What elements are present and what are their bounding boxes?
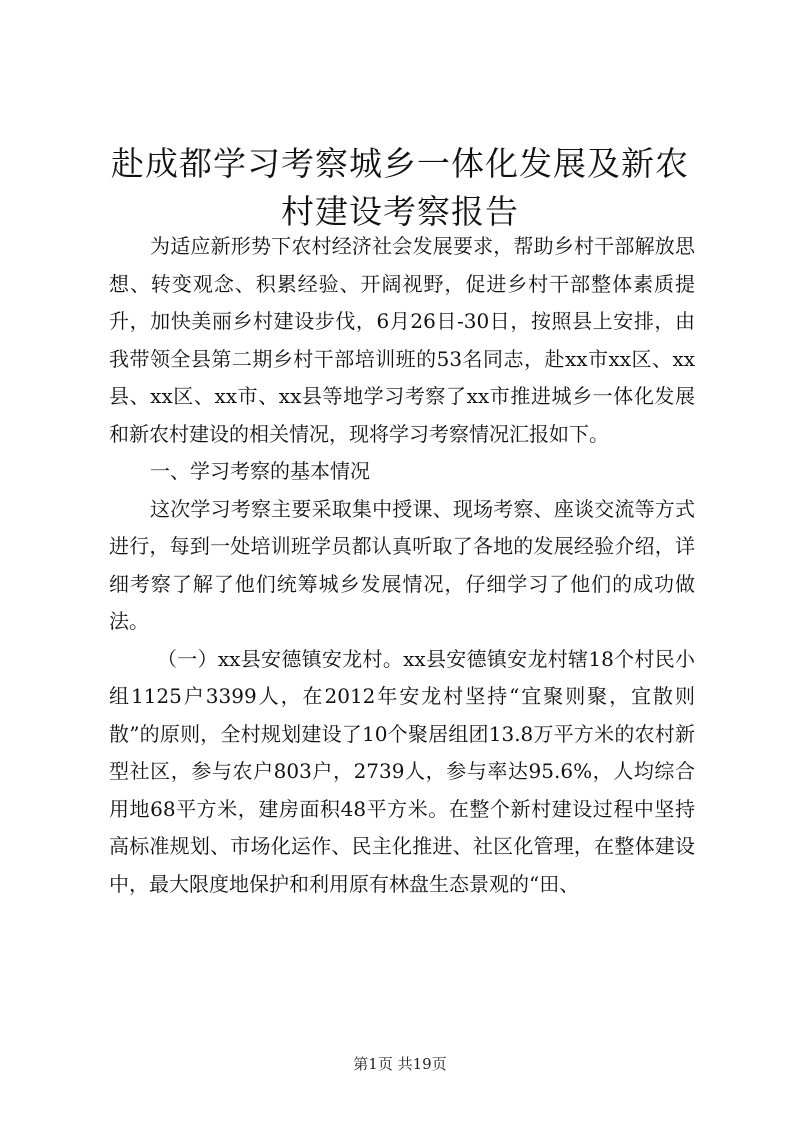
page-title: 赴成都学习考察城乡一体化发展及新农村建设考察报告 [111,144,689,231]
document-body [109,228,695,903]
subsection-paragraph: （一）xx县安德镇安龙村。xx县安德镇安龙村辖18个村民小组1125户3399人，在2012年安龙村坚持“宜聚则聚，宜散则散”的原则，全村规划建设了10个聚居组团13.8万平方米的农村新型社区，参与农户803户，2739人，参与率达95.6%，人均综合用地68平方米，建房面积48平方米。在整个新村建设过程中坚持高标准规划、市场化运作、民主化推进、社区化管理，在整体建设中，最大限度地保护和利用原有林盘生态景观的“田、 [109,646,695,896]
intro-paragraph: 为适应新形势下农村经济社会发展要求，帮助乡村干部解放思想、转变观念、积累经验、开阔视野，促进乡村干部整体素质提升，加快美丽乡村建设步伐，6月26日-30日，按照县上安排，由我带领全县第二期乡村干部培训班的53名同志，赴xx市xx区、xx县、xx区、xx市、xx县等地学习考察了xx市推进城乡一体化发展和新农村建设的相关情况，现将学习考察情况汇报如下。 [109,234,695,446]
body-paragraph: 这次学习考察主要采取集中授课、现场考察、座谈交流等方式进行，每到一处培训班学员都认真听取了各地的发展经验介绍，详细考察了解了他们统筹城乡发展情况，仔细学习了他们的成功做法。 [109,496,695,633]
section-heading: 一、学习考察的基本情况 [150,459,370,483]
page-footer: 第1页 共19页 [353,1055,447,1073]
